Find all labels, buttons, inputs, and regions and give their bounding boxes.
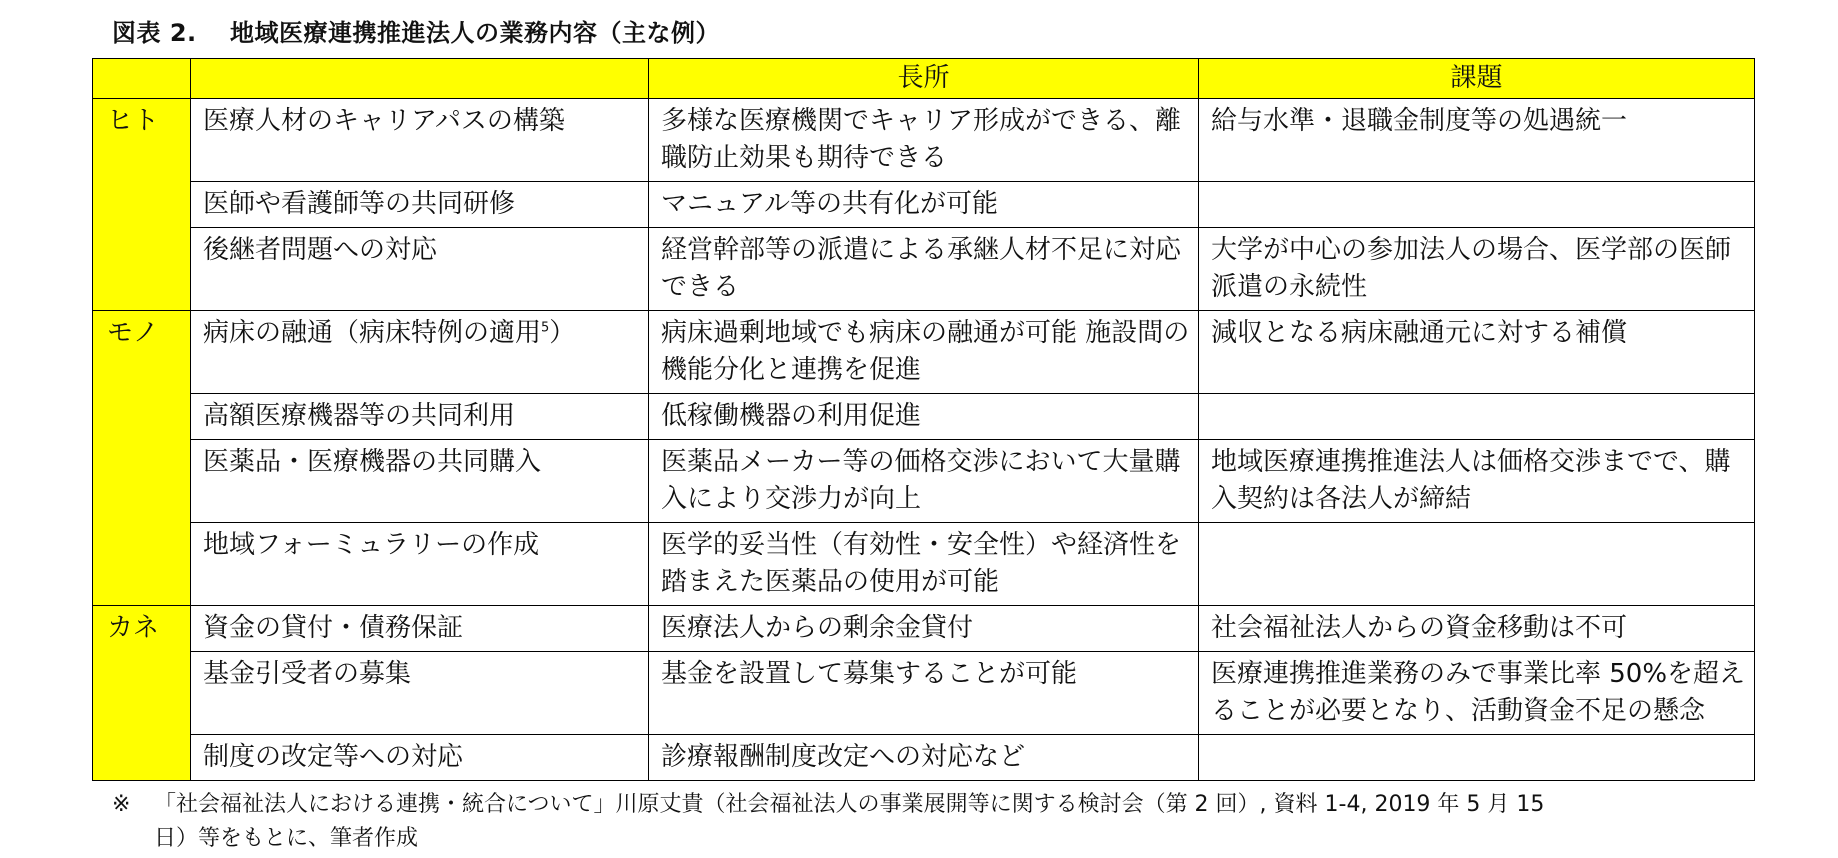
issue-cell: 減収となる病床融通元に対する補償 <box>1199 311 1755 394</box>
issue-cell <box>1199 735 1755 781</box>
item-text-tail: ） <box>549 318 576 348</box>
table-row <box>93 228 1755 311</box>
table-row <box>93 652 1755 735</box>
table-row <box>93 311 1755 394</box>
table-row <box>93 735 1755 781</box>
pros-cell: 経営幹部等の派遣による承継人材不足に対応できる <box>649 228 1199 311</box>
item-cell: 医療人材のキャリアパスの構築 <box>191 99 649 182</box>
business-content-table <box>92 58 1755 781</box>
table-row <box>93 182 1755 228</box>
issue-cell: 大学が中心の参加法人の場合、医学部の医師派遣の永続性 <box>1199 228 1755 311</box>
footnote-ref: 5 <box>541 320 550 336</box>
footnote-line1: 「社会福祉法人における連携・統合について」川原丈貴（社会福祉法人の事業展開等に関する検討会（第 2 回）, 資料 1-4, 2019 年 5 月 15 <box>154 792 1545 817</box>
header-cell-issues: 課題 <box>1199 59 1755 99</box>
category-cell-kane: カネ <box>93 606 191 781</box>
footnote-mark: ※ <box>112 792 131 817</box>
footnote-line2: 日）等をもとに、筆者作成 <box>154 826 419 851</box>
issue-cell <box>1199 182 1755 228</box>
header-cell-pros: 長所 <box>649 59 1199 99</box>
item-cell: 高額医療機器等の共同利用 <box>191 394 649 440</box>
item-text: 病床の融通（病床特例の適用 <box>203 318 542 348</box>
pros-cell: 基金を設置して募集することが可能 <box>649 652 1199 735</box>
table-row <box>93 606 1755 652</box>
figure-title: 図表 2. 地域医療連携推進法人の業務内容（主な例） <box>112 19 721 47</box>
category-cell-mono: モノ <box>93 311 191 606</box>
header-cell-item <box>191 59 649 99</box>
category-cell-hito: ヒト <box>93 99 191 311</box>
item-cell: 地域フォーミュラリーの作成 <box>191 523 649 606</box>
issue-cell: 社会福祉法人からの資金移動は不可 <box>1199 606 1755 652</box>
source-footnote <box>112 788 1772 856</box>
item-cell: 制度の改定等への対応 <box>191 735 649 781</box>
pros-cell: 病床過剰地域でも病床の融通が可能 施設間の機能分化と連携を促進 <box>649 311 1199 394</box>
item-cell <box>191 311 649 394</box>
pros-cell: 多様な医療機関でキャリア形成ができる、離職防止効果も期待できる <box>649 99 1199 182</box>
issue-cell <box>1199 394 1755 440</box>
table-row <box>93 523 1755 606</box>
table-row <box>93 394 1755 440</box>
pros-cell: 医薬品メーカー等の価格交渉において大量購入により交渉力が向上 <box>649 440 1199 523</box>
issue-cell: 給与水準・退職金制度等の処遇統一 <box>1199 99 1755 182</box>
pros-cell: 診療報酬制度改定への対応など <box>649 735 1199 781</box>
table-header-row <box>93 59 1755 99</box>
table-row <box>93 99 1755 182</box>
pros-cell: 医療法人からの剰余金貸付 <box>649 606 1199 652</box>
item-cell: 医師や看護師等の共同研修 <box>191 182 649 228</box>
header-cell-category <box>93 59 191 99</box>
item-cell: 医薬品・医療機器の共同購入 <box>191 440 649 523</box>
table-row <box>93 440 1755 523</box>
issue-cell <box>1199 523 1755 606</box>
item-cell: 後継者問題への対応 <box>191 228 649 311</box>
issue-cell: 医療連携推進業務のみで事業比率 50%を超えることが必要となり、活動資金不足の懸念 <box>1199 652 1755 735</box>
pros-cell: マニュアル等の共有化が可能 <box>649 182 1199 228</box>
item-cell: 基金引受者の募集 <box>191 652 649 735</box>
pros-cell: 医学的妥当性（有効性・安全性）や経済性を踏まえた医薬品の使用が可能 <box>649 523 1199 606</box>
item-cell: 資金の貸付・債務保証 <box>191 606 649 652</box>
pros-cell: 低稼働機器の利用促進 <box>649 394 1199 440</box>
issue-cell: 地域医療連携推進法人は価格交渉までで、購入契約は各法人が締結 <box>1199 440 1755 523</box>
